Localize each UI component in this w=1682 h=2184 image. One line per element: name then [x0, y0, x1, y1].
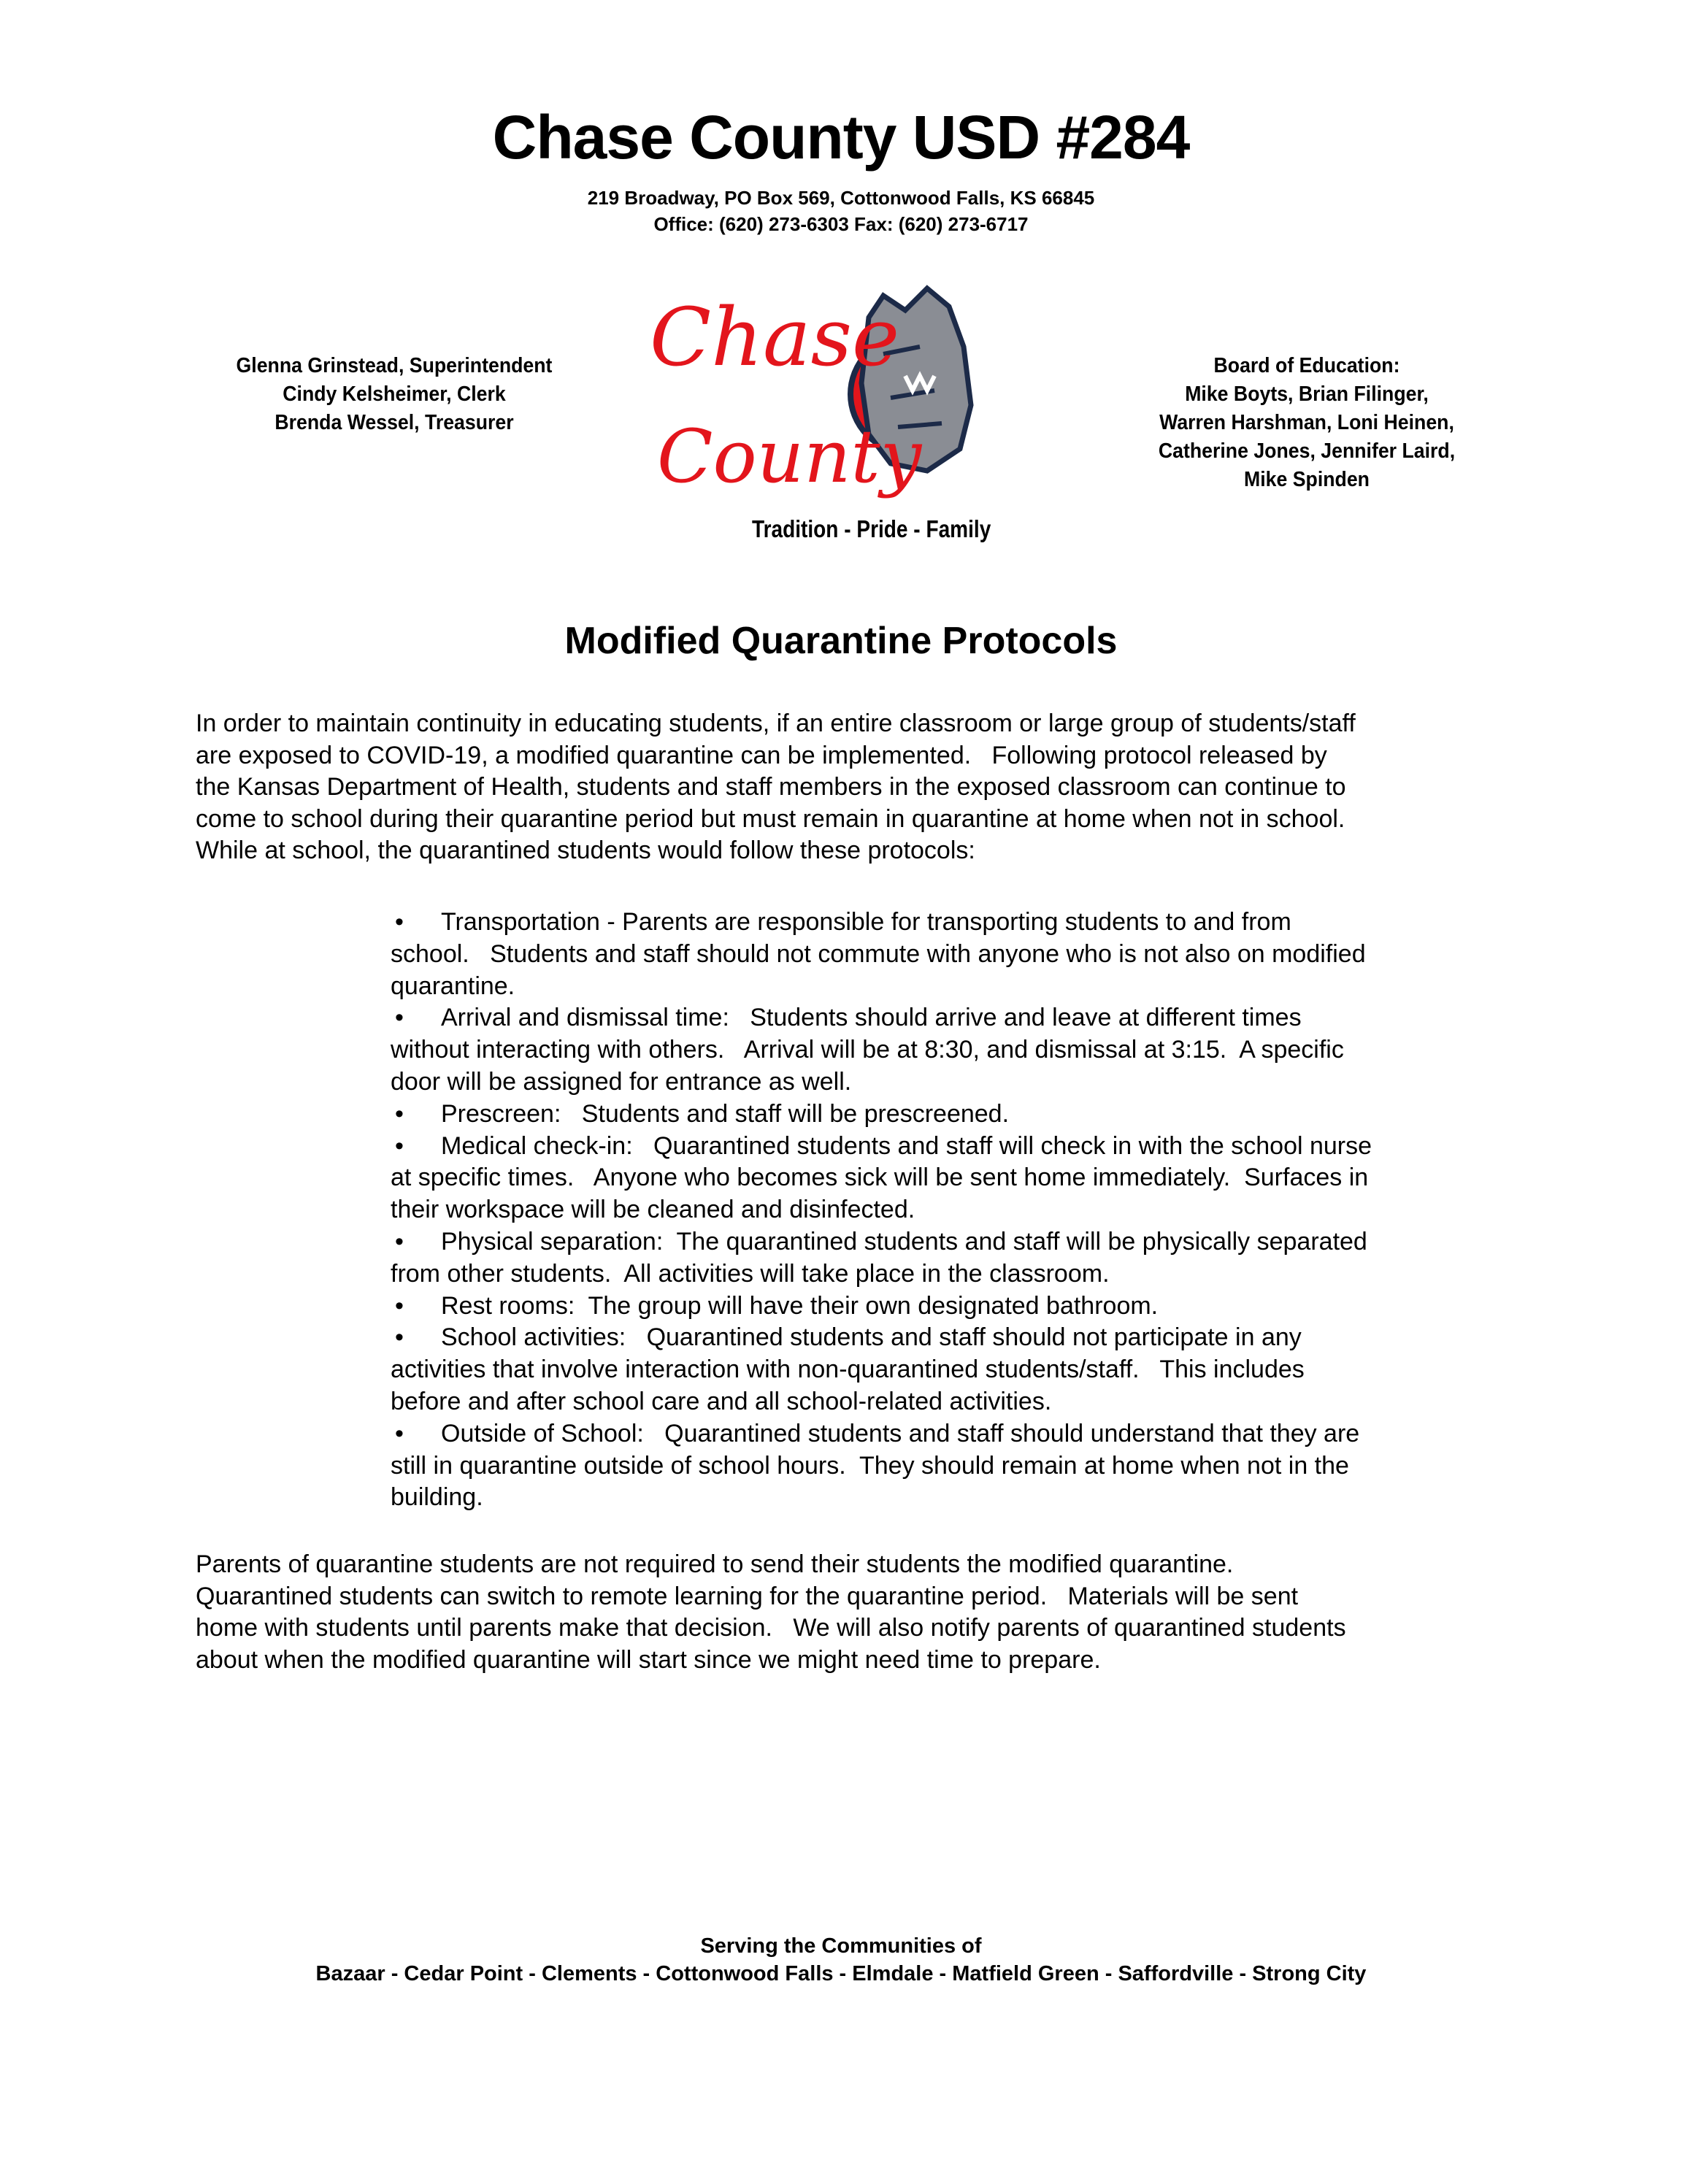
board-member-line: Warren Harshman, Loni Heinen,: [1159, 411, 1454, 434]
list-item-line: quarantine.: [391, 972, 515, 1000]
bullet-icon: •: [395, 908, 404, 936]
closing-paragraph: Parents of quarantine students are not required to send their students the modified quarantine. Quarantined students can switch to remote learning for the quarantine period. Materials will be sent home with students until parents make that decision. We will also notify parents of quarantined students about when the modified quarantine will start since we might need time to prepare.: [196, 1550, 1346, 1674]
list-item-first-row: [391, 1002, 1529, 1034]
district-address: 219 Broadway, PO Box 569, Cottonwood Falls, KS 66845: [587, 187, 1095, 209]
list-item-line: Arrival and dismissal time: Students should arrive and leave at different times: [441, 1004, 1302, 1032]
list-item-line: Outside of School: Quarantined students and staff should understand that they are: [441, 1419, 1360, 1447]
list-item-line: Physical separation: The quarantined students and staff will be physically separated: [441, 1227, 1367, 1256]
officers-list: [213, 352, 576, 437]
list-item-first-row: [391, 1226, 1529, 1258]
logo-word-chase: Chase: [650, 291, 900, 384]
list-item: [391, 1131, 1529, 1226]
list-item: [391, 1291, 1529, 1323]
board-member-line: Catherine Jones, Jennifer Laird,: [1158, 439, 1456, 463]
officer: Cindy Kelsheimer, Clerk: [283, 382, 506, 406]
list-item-line: from other students. All activities will take place in the classroom.: [391, 1259, 1110, 1288]
list-item-line: building.: [391, 1483, 483, 1512]
list-item-line: Rest rooms: The group will have their own designated bathroom.: [441, 1291, 1159, 1320]
list-item-line: still in quarantine outside of school hours. They should remain at home when not in the: [391, 1451, 1349, 1480]
board-of-education: [1132, 352, 1481, 494]
list-item-first-row: [391, 1322, 1529, 1354]
officer: Brenda Wessel, Treasurer: [274, 411, 514, 434]
list-item: [391, 1002, 1529, 1098]
footer-communities: Bazaar - Cedar Point - Clements - Cottonwood Falls - Elmdale - Matfield Green - Saffordville - Strong City: [315, 1962, 1367, 1985]
list-item-line: Prescreen: Students and staff will be prescreened.: [441, 1099, 1010, 1128]
list-item-first-row: [391, 1418, 1529, 1450]
list-item: [391, 1099, 1529, 1131]
list-item-line: their workspace will be cleaned and disinfected.: [391, 1196, 915, 1224]
list-item-line: door will be assigned for entrance as well.: [391, 1067, 852, 1096]
district-contact: Office: (620) 273-6303 Fax: (620) 273-6717: [653, 213, 1029, 235]
bullet-icon: •: [395, 1291, 404, 1320]
list-item-line: without interacting with others. Arrival will be at 8:30, and dismissal at 3:15. A specific: [391, 1036, 1344, 1064]
intro-paragraph: In order to maintain continuity in educating students, if an entire classroom or large group of students/staff are exposed to COVID-19, a modified quarantine can be implemented. Following protocol released by the Kansas Department of Health, students and staff members in the exposed classroom can continue to come to school during their quarantine period but must remain in quarantine at home when not in school. While at school, the quarantined students would follow these protocols:: [196, 710, 1356, 864]
bullet-icon: •: [395, 1227, 404, 1256]
bullet-icon: •: [395, 1419, 404, 1447]
bulldog-logo-icon: [642, 270, 1022, 511]
board-label: Board of Education:: [1213, 354, 1400, 377]
list-item: [391, 1226, 1529, 1291]
board-member-line: Mike Spinden: [1244, 468, 1370, 491]
list-item-first-row: [391, 1131, 1529, 1163]
list-item-line: activities that involve interaction with non-quarantined students/staff. This includes: [391, 1356, 1305, 1384]
list-item-line: School activities: Quarantined students and staff should not participate in any: [441, 1323, 1302, 1352]
list-item-line: school. Students and staff should not commute with anyone who is not also on modified: [391, 939, 1366, 968]
logo-word-county: County: [657, 414, 922, 499]
list-item-line: at specific times. Anyone who becomes sick will be sent home immediately. Surfaces in: [391, 1164, 1369, 1192]
list-item: [391, 1322, 1529, 1418]
list-item-first-row: [391, 907, 1529, 939]
district-title: Chase County USD #284: [492, 103, 1190, 172]
document-heading: Modified Quarantine Protocols: [564, 620, 1118, 662]
list-item-line: Medical check-in: Quarantined students and staff will check in with the school nurse: [441, 1131, 1372, 1160]
school-logo: [642, 270, 1022, 511]
bullet-icon: •: [395, 1131, 404, 1160]
protocol-list: [391, 907, 1529, 1514]
bullet-icon: •: [395, 1004, 404, 1032]
bullet-icon: •: [395, 1323, 404, 1352]
list-item-first-row: [391, 1099, 1529, 1131]
list-item: [391, 1418, 1529, 1514]
list-item-first-row: [391, 1291, 1529, 1323]
officer: Glenna Grinstead, Superintendent: [236, 354, 553, 377]
bullet-icon: •: [395, 1099, 404, 1128]
list-item: [391, 907, 1529, 1002]
footer-serving: Serving the Communities of: [700, 1934, 982, 1958]
list-item-line: Transportation - Parents are responsible for transporting students to and from: [441, 908, 1291, 936]
list-item-line: before and after school care and all school-related activities.: [391, 1387, 1052, 1415]
board-member-line: Mike Boyts, Brian Filinger,: [1185, 382, 1429, 406]
logo-tagline: Tradition - Pride - Family: [752, 515, 991, 542]
